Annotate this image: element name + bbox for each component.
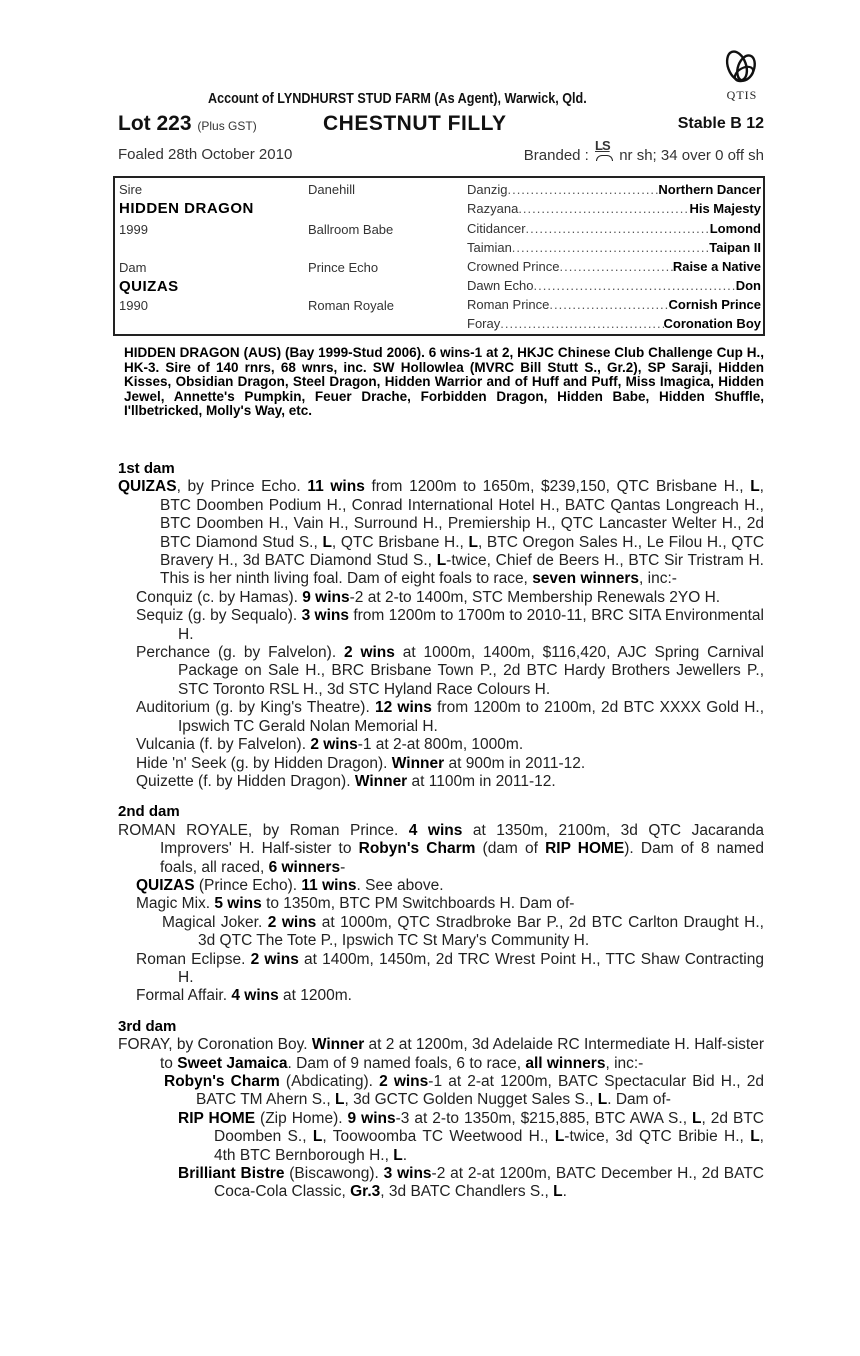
branded-prefix: Branded : bbox=[523, 147, 589, 164]
lot-label: Lot 223 bbox=[118, 112, 192, 135]
progeny-entry: Magical Joker. 2 wins at 1000m, QTC Stradbroke Bar P., 2d BTC Carlton Draught H., 3d QTC The Tote P., Ipswich TC St Mary's Community H. bbox=[162, 913, 764, 950]
lot-number bbox=[118, 112, 257, 136]
sire-sire: Danehill bbox=[308, 182, 355, 197]
third-dam-heading: 3rd dam bbox=[118, 1017, 177, 1035]
dam-line-body bbox=[118, 460, 764, 1202]
ancestor-row: Dawn Echo ..... Don bbox=[467, 278, 761, 293]
progeny-entry: Sequiz (g. by Sequalo). 3 wins from 1200m to 1700m to 2010-11, BRC SITA Environmental H. bbox=[136, 607, 764, 643]
progeny-entry: Robyn's Charm (Abdicating). 2 wins-1 at 2-at 1200m, BATC Spectacular Bid H., 2d BATC TM Ahern S., L, 3d GCTC Golden Nugget Sales S., L. Dam of- bbox=[164, 1073, 764, 1109]
ancestor-row: Foray ..... Coronation Boy bbox=[467, 316, 761, 331]
branded-info bbox=[523, 138, 764, 164]
progeny-entry: Roman Eclipse. 2 wins at 1400m, 1450m, 2d TRC Wrest Point H., TTC Shaw Contracting H. bbox=[136, 950, 764, 986]
horse-description: CHESTNUT FILLY bbox=[323, 112, 507, 135]
third-dam-main: FORAY, by Coronation Boy. Winner at 2 at 1200m, 3d Adelaide RC Intermediate H. Half-sister to Sweet Jamaica. Dam of 9 named foals, 6 to race, all winners, inc:- bbox=[118, 1036, 764, 1072]
pedigree-table bbox=[113, 176, 765, 336]
dam-label: Dam bbox=[119, 260, 147, 275]
sire-name: HIDDEN DRAGON bbox=[119, 200, 254, 217]
progeny-entry: Magic Mix. 5 wins to 1350m, BTC PM Switchboards H. Dam of- bbox=[136, 895, 575, 913]
first-dam-progeny-list bbox=[118, 589, 764, 791]
dam-dam: Roman Royale bbox=[308, 298, 394, 313]
dam-name: QUIZAS bbox=[119, 278, 179, 295]
sire-label: Sire bbox=[119, 182, 143, 197]
second-dam-progeny-list bbox=[118, 877, 764, 1006]
second-dam-heading: 2nd dam bbox=[118, 803, 180, 821]
progeny-entry: Formal Affair. 4 wins at 1200m. bbox=[136, 987, 352, 1005]
second-dam-main: ROMAN ROYALE, by Roman Prince. 4 wins at 1350m, 2100m, 3d QTC Jacaranda Improvers' H. Half-sister to Robyn's Charm (dam of RIP HOME). Dam of 8 named foals, all raced, 6 winners- bbox=[118, 821, 764, 876]
stable-number: Stable B 12 bbox=[677, 115, 764, 132]
ancestor-row: Danzig ..... Northern Dancer bbox=[467, 182, 761, 197]
branded-suffix: nr sh; 34 over 0 off sh bbox=[619, 147, 764, 164]
third-dam-progeny-list bbox=[118, 1073, 764, 1202]
sire-summary: HIDDEN DRAGON (AUS) (Bay 1999-Stud 2006). 6 wins-1 at 2, HKJC Chinese Club Challenge Cup H., HK-3. Sire of 140 rnrs, 68 wnrs, inc. SW Hollowlea (MVRC Bill Stutt S., Gr.2), SP Saraji, Hidden Kisses, Obsidian Dragon, Steel Dragon, Hidden Warrior and of Huff and Puff, Miss Imagica, Hidden Jewel, Annette's Pumpkin, Feuer Drache, Forbidden Dragon, Hidden Babe, Hidden Shuffle, I'llbetricked, Molly's Way, etc. bbox=[124, 345, 764, 418]
first-dam-main: QUIZAS, by Prince Echo. 11 wins from 1200m to 1650m, $239,150, QTC Brisbane H., L, BTC Doomben Podium H., Conrad International Hotel H., BATC Qantas Longreach H., BTC Doomben H., Vain H., Surround H., Premiership H., QTC Lancaster Welter H., 2d BTC Diamond Stud S., L, QTC Brisbane H., L, BTC Oregon Sales H., Le Filou H., QTC Bravery H., 3d BATC Diamond Stud S., L-twice, Chief de Beers H., BTC Sir Tristram H. This is her ninth living foal. Dam of eight foals to race, seven winners, inc:- bbox=[118, 478, 765, 588]
brand-mark-icon: LS bbox=[593, 144, 615, 162]
qtis-logo-icon bbox=[722, 48, 762, 90]
progeny-entry: RIP HOME (Zip Home). 9 wins-3 at 2-to 1350m, $215,885, BTC AWA S., L, 2d BTC Doomben S., L, Toowoomba TC Weetwood H., L-twice, 3d QTC Bribie H., L, 4th BTC Bernborough H., L. bbox=[178, 1109, 764, 1164]
ancestor-row: Roman Prince ..... Cornish Prince bbox=[467, 297, 761, 312]
vendor-line: Account of LYNDHURST STUD FARM (As Agent), Warwick, Qld. bbox=[208, 90, 587, 107]
progeny-entry: Quizette (f. by Hidden Dragon). Winner at 1100m in 2011-12. bbox=[136, 772, 556, 790]
sire-dam: Ballroom Babe bbox=[308, 222, 394, 237]
dam-sire: Prince Echo bbox=[308, 260, 379, 275]
progeny-entry: Auditorium (g. by King's Theatre). 12 wins from 1200m to 2100m, 2d BTC XXXX Gold H., Ipswich TC Gerald Nolan Memorial H. bbox=[136, 699, 765, 735]
progeny-entry: Brilliant Bistre (Biscawong). 3 wins-2 at 2-at 1200m, BATC December H., 2d BATC Coca-Cola Classic, Gr.3, 3d BATC Chandlers S., L. bbox=[178, 1165, 764, 1201]
lot-header bbox=[118, 112, 764, 138]
progeny-entry: Hide 'n' Seek (g. by Hidden Dragon). Winner at 900m in 2011-12. bbox=[136, 754, 586, 772]
ancestor-row: Razyana ..... His Majesty bbox=[467, 201, 761, 216]
dam-year: 1990 bbox=[119, 298, 148, 313]
gst-note: (Plus GST) bbox=[197, 119, 257, 133]
progeny-entry: Perchance (g. by Falvelon). 2 wins at 1000m, 1400m, $116,420, AJC Spring Carnival Package on Sale H., BRC Brisbane Town P., 2d BTC Hardy Brothers Jewellers P., STC Toronto RSL H., 3d STC Hyland Race Colours H. bbox=[136, 644, 764, 698]
sire-year: 1999 bbox=[119, 222, 148, 237]
ancestor-row: Citidancer ..... Lomond bbox=[467, 221, 761, 236]
progeny-entry: QUIZAS (Prince Echo). 11 wins. See above. bbox=[136, 876, 444, 894]
ancestor-row: Taimian ..... Taipan II bbox=[467, 240, 761, 255]
foaled-date: Foaled 28th October 2010 bbox=[118, 146, 293, 163]
progeny-entry: Vulcania (f. by Falvelon). 2 wins-1 at 2-at 800m, 1000m. bbox=[136, 736, 524, 754]
qtis-logo-text: QTIS bbox=[726, 88, 758, 102]
progeny-entry: Conquiz (c. by Hamas). 9 wins-2 at 2-to 1400m, STC Membership Renewals 2YO H. bbox=[136, 588, 721, 606]
first-dam-heading: 1st dam bbox=[118, 460, 175, 477]
ancestor-row: Crowned Prince ..... Raise a Native bbox=[467, 259, 761, 274]
qtis-logo bbox=[712, 48, 772, 110]
